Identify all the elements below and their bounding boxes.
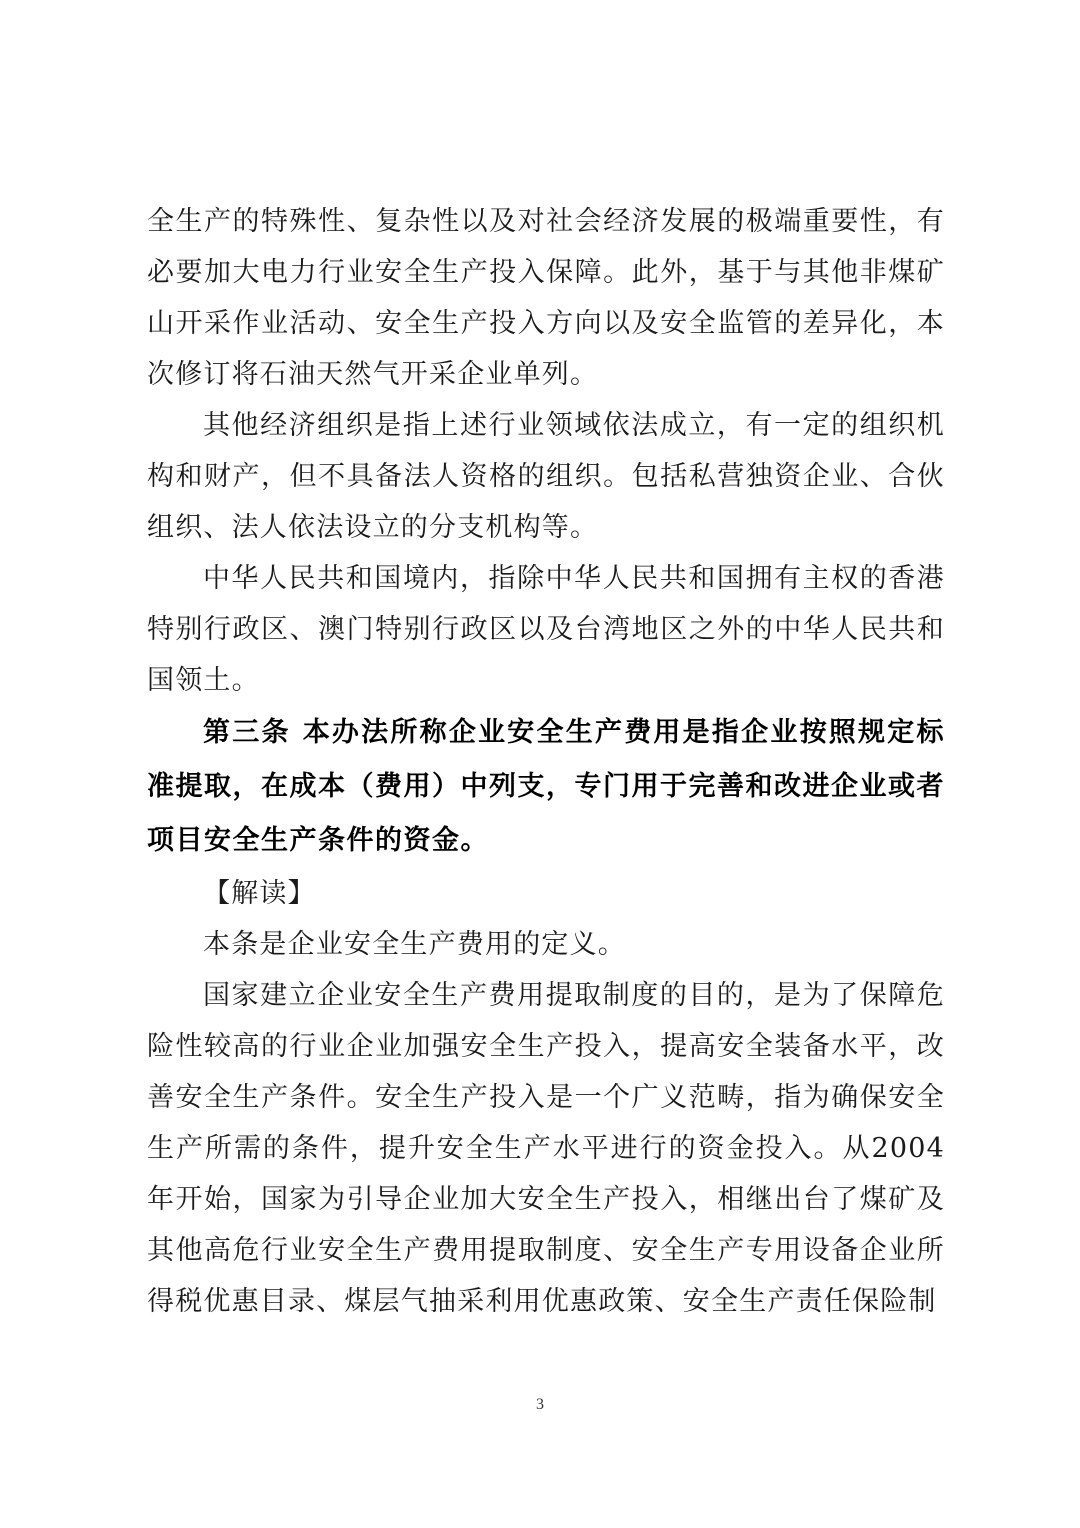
document-body [147, 196, 945, 1327]
paragraph-prc-territory: 中华人民共和国境内，指除中华人民共和国拥有主权的香港特别行政区、澳门特别行政区以及台湾地区之外的中华人民共和国领土。 [147, 563, 945, 696]
article-3-title: 第三条 [203, 717, 291, 748]
paragraph-definition: 本条是企业安全生产费用的定义。 [203, 929, 626, 960]
interpretation-label: 【解读】 [203, 878, 316, 909]
article-3-text: 本办法所称企业安全生产费用是指企业按照规定标准提取，在成本（费用）中列支，专门用于完善和改进企业或者项目安全生产条件的资金。 [147, 717, 945, 856]
paragraph-other-economic-organizations: 其他经济组织是指上述行业领域依法成立，有一定的组织机构和财产，但不具备法人资格的组织。包括私营独资企业、合伙组织、法人依法设立的分支机构等。 [147, 410, 945, 543]
paragraph-purpose: 国家建立企业安全生产费用提取制度的目的，是为了保障危险性较高的行业企业加强安全生产投入，提高安全装备水平，改善安全生产条件。安全生产投入是一个广义范畴，指为确保安全生产所需的条件，提升安全生产水平进行的资金投入。从2004年开始，国家为引导企业加大安全生产投入，相继出台了煤矿及其他高危行业安全生产费用提取制度、安全生产专用设备企业所得税优惠目录、煤层气抽采利用优惠政策、安全生产责任保险制 [147, 980, 945, 1317]
page-number: 3 [536, 1396, 544, 1413]
article-3 [147, 706, 945, 868]
paragraph-continuation: 全生产的特殊性、复杂性以及对社会经济发展的极端重要性，有必要加大电力行业安全生产投入保障。此外，基于与其他非煤矿山开采作业活动、安全生产投入方向以及安全监管的差异化，本次修订将石油天然气开采企业单列。 [147, 206, 945, 390]
